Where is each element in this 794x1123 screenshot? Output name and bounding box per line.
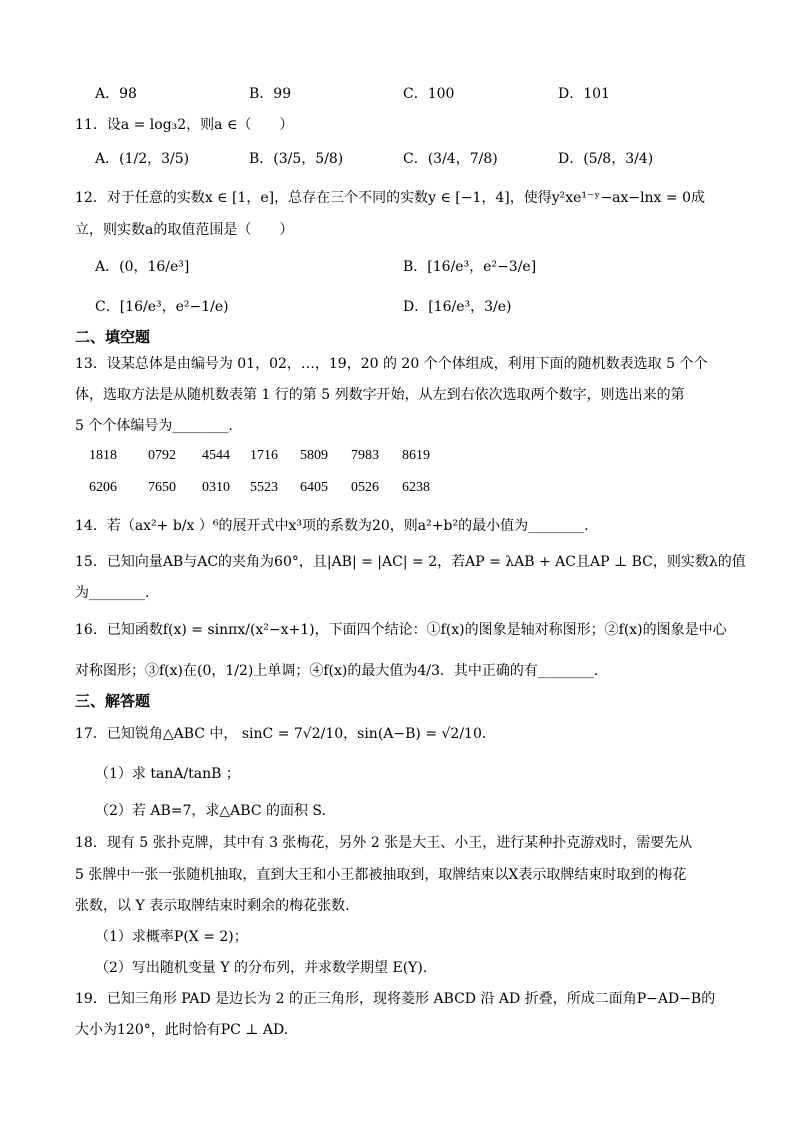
table-cell: 6238	[402, 480, 430, 495]
table-cell: 6206	[89, 480, 117, 495]
q15-line2: 为________.	[75, 585, 150, 601]
q12-stem-line2: 立，则实数a的取值范围是（ ）	[75, 222, 294, 238]
q16-line2: 对称图形；③f(x)在(0，1/2)上单调；④f(x)的最大值为4/3．其中正确的有________．	[75, 663, 608, 679]
table-cell: 1716	[250, 448, 278, 463]
q12-option-a: A．(0，16/e³]	[95, 259, 190, 275]
table-cell: 8619	[402, 448, 430, 463]
q10-option-b: B．99	[249, 86, 292, 102]
q13-line2: 体，选取方法是从随机数表第 1 行的第 5 列数字开始，从左到右依次选取两个数字，则选出来的第	[75, 387, 685, 403]
q16-line1: 16．已知函数f(x) = sinπx/(x²−x+1)，下面四个结论：①f(x)的图象是轴对称图形；②f(x)的图象是中心	[75, 622, 727, 638]
q18-line2: 5 张牌中一张一张随机抽取，直到大王和小王都被抽取到，取牌结束以X表示取牌结束时取到的梅花	[75, 867, 687, 883]
q13-line3: 5 个个体编号为________.	[75, 418, 233, 434]
q13-line1: 13．设某总体是由编号为 01，02，…，19，20 的 20 个个体组成，利用下面的随机数表选取 5 个个	[75, 356, 708, 372]
q10-option-a: A．98	[95, 86, 137, 102]
q17-stem: 17．已知锐角△ABC 中， sinC = 7√2/10，sin(A−B) = √2/10.	[75, 726, 487, 742]
q12-option-b: B．[16/e³，e²−3/e]	[403, 259, 537, 275]
q18-line1: 18．现有 5 张扑克牌，其中有 3 张梅花，另外 2 张是大王、小王，进行某种扑克游戏时，需要先从	[75, 835, 693, 851]
q19-line1: 19．已知三角形 PAD 是边长为 2 的正三角形，现将菱形 ABCD 沿 AD 折叠，所成二面角P−AD−B的	[75, 991, 716, 1007]
table-cell: 7983	[351, 448, 379, 463]
q11-stem: 11．设a = log₃2，则a ∈（ ）	[75, 117, 294, 133]
q11-option-d: D．(5/8，3/4)	[558, 151, 654, 167]
q11-option-b: B．(3/5，5/8)	[249, 151, 344, 167]
q17-sub2: （2）若 AB=7，求△ABC 的面积 S.	[95, 803, 326, 819]
q18-line3: 张数，以 Y 表示取牌结束时剩余的梅花张数.	[75, 898, 350, 914]
table-cell: 7650	[148, 480, 176, 495]
table-cell: 5523	[250, 480, 278, 495]
q10-option-c: C．100	[403, 86, 455, 102]
table-cell: 5809	[300, 448, 328, 463]
q17-sub1: （1）求 tanA/tanB ；	[95, 766, 240, 782]
q11-option-a: A．(1/2，3/5)	[95, 151, 190, 167]
table-cell: 0792	[148, 448, 176, 463]
table-cell: 0310	[202, 480, 230, 495]
table-cell: 0526	[351, 480, 379, 495]
q15-line1: 15．已知向量AB与AC的夹角为60°，且|AB| = |AC| = 2，若AP = λAB + AC且AP ⊥ BC，则实数λ的值	[75, 554, 746, 570]
q10-option-d: D．101	[558, 86, 610, 102]
table-cell: 6405	[300, 480, 328, 495]
q14-stem: 14．若（ax²+ b/x ）⁶的展开式中x³项的系数为20，则a²+b²的最小值为________．	[75, 518, 599, 534]
q19-line2: 大小为120°，此时恰有PC ⊥ AD.	[75, 1022, 289, 1038]
q18-sub1: （1）求概率P(X = 2)；	[95, 929, 248, 945]
q11-option-c: C．(3/4，7/8)	[403, 151, 498, 167]
q12-option-d: D．[16/e³，3/e)	[403, 299, 512, 315]
section-fill-in-blank-heading: 二、填空题	[75, 328, 151, 346]
q18-sub2: （2）写出随机变量 Y 的分布列，并求数学期望 E(Y).	[95, 960, 428, 976]
q12-option-c: C．[16/e³，e²−1/e)	[95, 299, 229, 315]
table-cell: 4544	[202, 448, 230, 463]
section-solutions-heading: 三、解答题	[75, 692, 151, 710]
q12-stem-line1: 12．对于任意的实数x ∈ [1，e]，总存在三个不同的实数y ∈ [−1，4]，使得y²xe¹⁻ʸ−ax−lnx = 0成	[75, 190, 705, 206]
table-cell: 1818	[89, 448, 117, 463]
